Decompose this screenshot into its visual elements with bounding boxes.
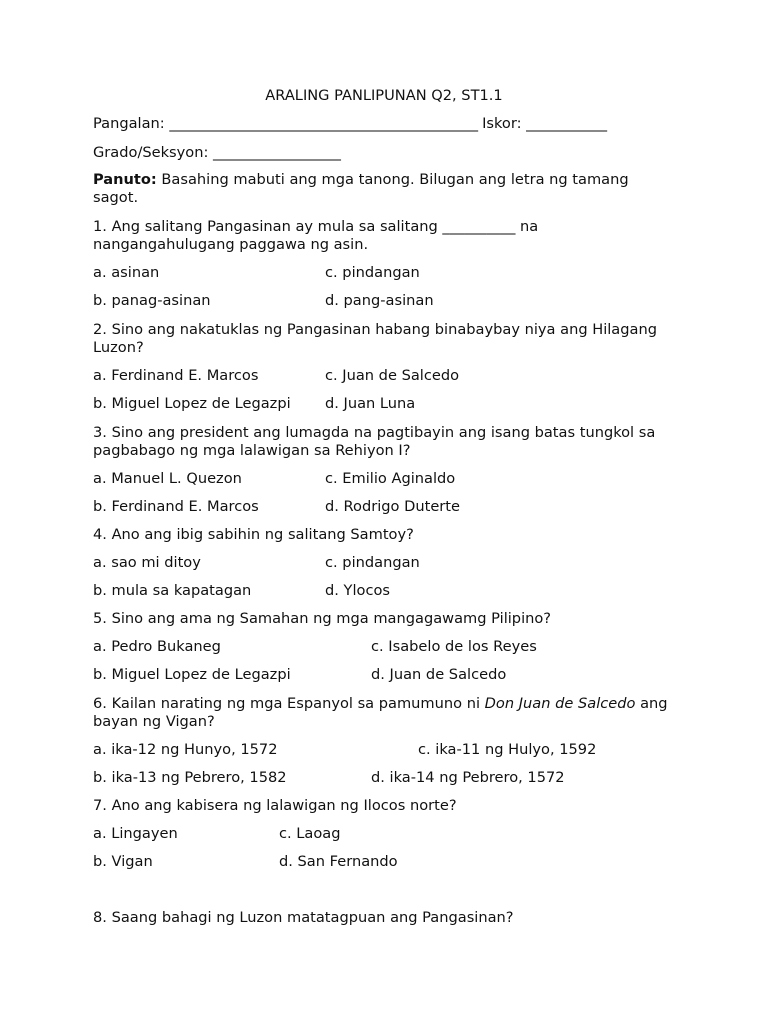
q1-option-b[interactable]: b. panag-asinan — [93, 292, 211, 309]
q1-option-c[interactable]: c. pindangan — [325, 264, 420, 281]
q2-option-b[interactable]: b. Miguel Lopez de Legazpi — [93, 395, 291, 412]
grade-row — [93, 144, 340, 162]
q6-option-d[interactable]: d. ika-14 ng Pebrero, 1572 — [371, 769, 565, 786]
instructions — [93, 171, 678, 207]
q7-option-c[interactable]: c. Laoag — [279, 825, 341, 842]
q3-option-c[interactable]: c. Emilio Aginaldo — [325, 470, 456, 487]
question-2: 2. Sino ang nakatuklas ng Pangasinan habang binabaybay niya ang Hilagang Luzon? — [93, 321, 657, 356]
q2-option-d[interactable]: d. Juan Luna — [325, 395, 416, 412]
q6-option-a[interactable]: a. ika-12 ng Hunyo, 1572 — [93, 741, 278, 758]
q4-option-c[interactable]: c. pindangan — [325, 554, 420, 571]
q6-text-start: 6. Kailan narating ng mga Espanyol sa pamumuno ni — [93, 695, 485, 712]
q3-option-b[interactable]: b. Ferdinand E. Marcos — [93, 498, 259, 515]
question-8: 8. Saang bahagi ng Luzon matatagpuan ang Pangasinan? — [93, 909, 514, 926]
question-3: 3. Sino ang president ang lumagda na pagtibayin ang isang batas tungkol sa pagbabago ng mga lalawigan sa Rehiyon I? — [93, 424, 656, 459]
q2-option-c[interactable]: c. Juan de Salcedo — [325, 367, 460, 384]
q5-option-d[interactable]: d. Juan de Salcedo — [371, 666, 507, 683]
score-label: Iskor: — [482, 115, 522, 132]
q5-option-b[interactable]: b. Miguel Lopez de Legazpi — [93, 666, 291, 683]
score-blank[interactable]: ____________ — [526, 115, 607, 132]
name-label: Pangalan: — [93, 115, 165, 132]
q4-option-b[interactable]: b. mula sa kapatagan — [93, 582, 252, 599]
grade-label: Grado/Seksyon: — [93, 144, 209, 161]
q4-option-a[interactable]: a. sao mi ditoy — [93, 554, 201, 571]
question-5: 5. Sino ang ama ng Samahan ng mga mangagawamg Pilipino? — [93, 610, 552, 627]
instructions-label: Panuto: — [93, 171, 157, 188]
question-4: 4. Ano ang ibig sabihin ng salitang Samtoy? — [93, 526, 414, 543]
grade-blank[interactable]: ___________________ — [213, 144, 341, 161]
q7-option-a[interactable]: a. Lingayen — [93, 825, 178, 842]
name-blank[interactable]: ______________________________________________ — [169, 115, 478, 132]
question-1: 1. Ang salitang Pangasinan ay mula sa salitang __________ na nangangahulugang paggawa ng asin. — [93, 218, 539, 253]
q3-option-d[interactable]: d. Rodrigo Duterte — [325, 498, 460, 515]
q5-option-c[interactable]: c. Isabelo de los Reyes — [371, 638, 537, 655]
q4-option-d[interactable]: d. Ylocos — [325, 582, 390, 599]
q1-option-d[interactable]: d. pang-asinan — [325, 292, 434, 309]
q6-option-b[interactable]: b. ika-13 ng Pebrero, 1582 — [93, 769, 287, 786]
name-row — [93, 115, 607, 133]
q6-option-c[interactable]: c. ika-11 ng Hulyo, 1592 — [418, 741, 597, 758]
q1-option-a[interactable]: a. asinan — [93, 264, 160, 281]
q7-option-d[interactable]: d. San Fernando — [279, 853, 398, 870]
q7-option-b[interactable]: b. Vigan — [93, 853, 153, 870]
q2-option-a[interactable]: a. Ferdinand E. Marcos — [93, 367, 259, 384]
q6-text-end: ang bayan ng Vigan? — [93, 695, 668, 730]
instructions-text: Basahing mabuti ang mga tanong. Bilugan ang letra ng tamang sagot. — [93, 171, 629, 206]
question-6 — [93, 695, 678, 731]
page-title: ARALING PANLIPUNAN Q2, ST1.1 — [265, 87, 503, 104]
q6-text-italic: Don Juan de Salcedo — [484, 695, 636, 712]
q5-option-a[interactable]: a. Pedro Bukaneg — [93, 638, 221, 655]
q3-option-a[interactable]: a. Manuel L. Quezon — [93, 470, 242, 487]
question-7: 7. Ano ang kabisera ng lalawigan ng Ilocos norte? — [93, 797, 457, 814]
